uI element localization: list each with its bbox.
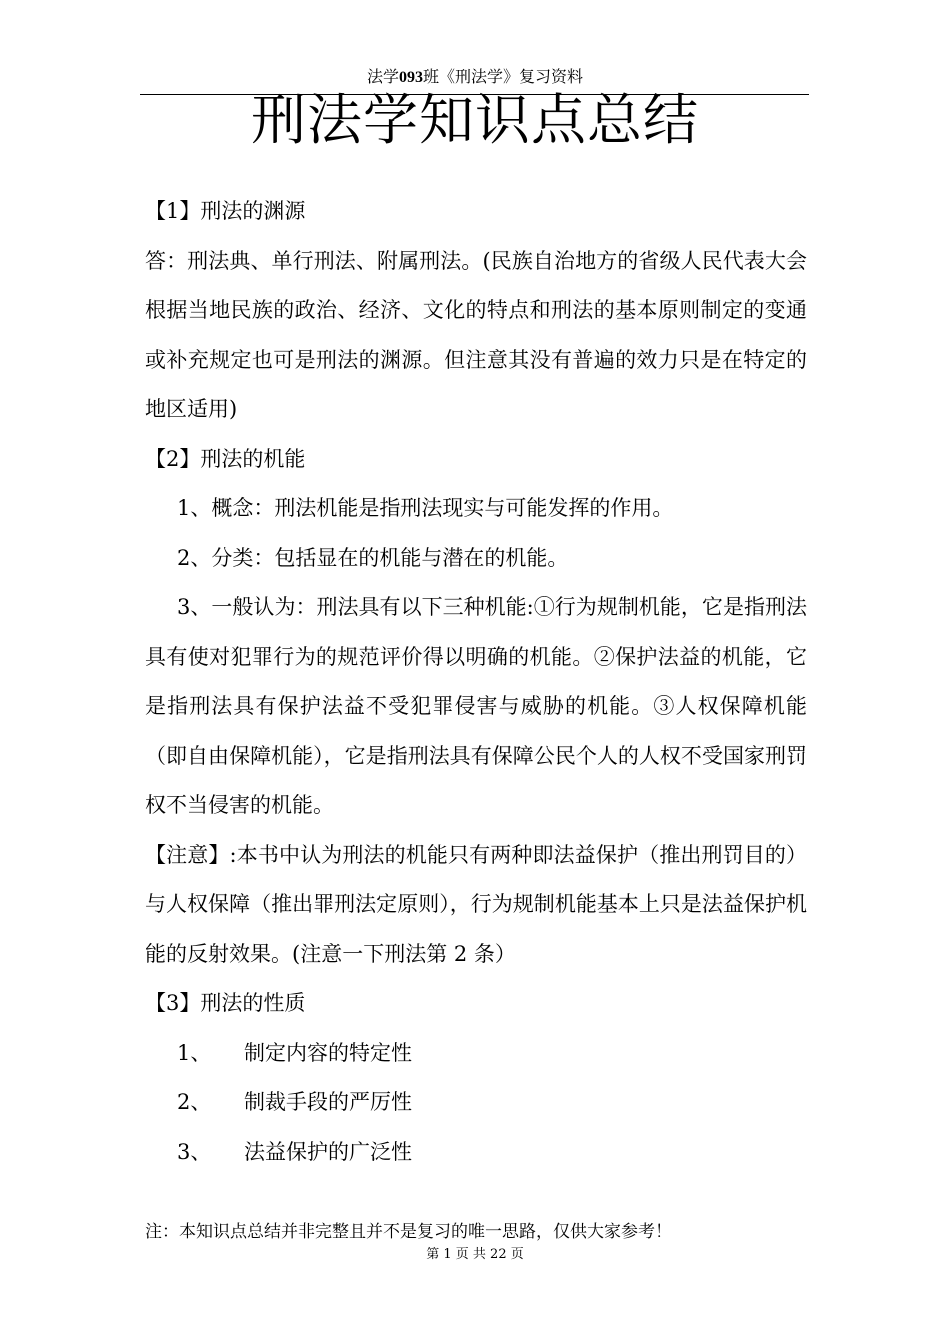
item-text: 制裁手段的严厉性: [244, 1090, 412, 1114]
item-number: 2、: [177, 1090, 212, 1114]
note-label: 【注意】: [145, 842, 230, 867]
section-1-heading: 【1】刑法的渊源: [145, 199, 306, 223]
section-2-heading: 【2】刑法的机能: [145, 446, 306, 471]
document-title: 刑法学知识点总结: [250, 88, 699, 152]
header-suffix: 班《刑法学》复习资料: [423, 67, 584, 86]
item-number: 1、: [177, 1040, 212, 1065]
item-text: 法益保护的广泛性: [244, 1139, 412, 1164]
section-2-item-1: 1、概念：刑法机能是指刑法现实与可能发挥的作用。: [177, 496, 674, 520]
header-prefix: 法学: [366, 67, 399, 86]
note-paragraph: [145, 831, 807, 980]
section-3-item-3: [145, 1128, 807, 1178]
section-2-item-2: 2、分类：包括显在的机能与潜在的机能。: [177, 545, 569, 570]
section-3-item-1: [145, 1029, 807, 1079]
page-number: 第 1 页 共 22 页: [426, 1247, 524, 1262]
section-2-item-3: 3、一般认为：刑法具有以下三种机能:①行为规制机能，它是指刑法具有使对犯罪行为的规范评价得以明确的机能。②保护法益的机能，它是指刑法具有保护法益不受犯罪侵害与威胁的机能。③人权保障机能（即自由保障机能），它是指刑法具有保障公民个人的人权不受国家刑罚权不当侵害的机能。: [145, 595, 807, 817]
item-text: 制定内容的特定性: [244, 1040, 412, 1065]
section-1-answer: 答：刑法典、单行刑法、附属刑法。(民族自治地方的省级人民代表大会根据当地民族的政治、经济、文化的特点和刑法的基本原则制定的变通或补充规定也可是刑法的渊源。但注意其没有普遍的效力只是在特定的地区适用): [145, 248, 807, 421]
item-number: 3、: [177, 1139, 212, 1164]
note-text: :本书中认为刑法的机能只有两种即法益保护（推出刑罚目的）与人权保障（推出罪刑法定原则），行为规制机能基本上只是法益保护机能的反射效果。(注意一下刑法第 2 条）: [145, 842, 808, 966]
section-3-item-2: [145, 1078, 807, 1128]
section-3-heading: 【3】刑法的性质: [145, 991, 306, 1015]
footer-note: 注：本知识点总结并非完整且并不是复习的唯一思路，仅供大家参考！: [145, 1222, 672, 1242]
running-header: [0, 66, 950, 89]
header-class-number: 093: [399, 69, 423, 86]
main-content: [145, 187, 807, 1177]
